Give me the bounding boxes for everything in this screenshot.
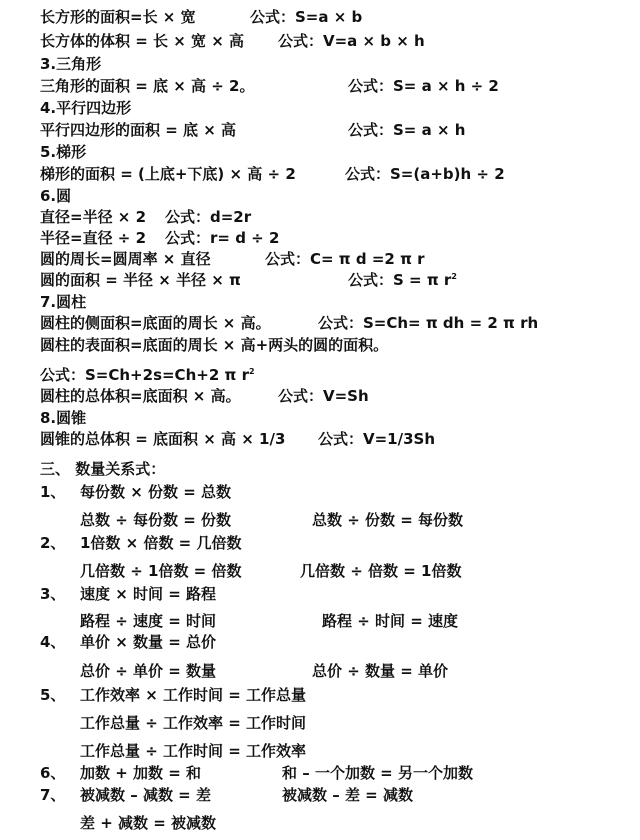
relation-6-main: 加数 + 加数 = 和 (80, 764, 202, 782)
parallelogram-formula: 公式：S= a × h (348, 121, 466, 139)
relation-5-number: 5、 (40, 686, 66, 704)
cylinder-volume-formula: 公式：V=Sh (278, 387, 369, 405)
relation-4-number: 4、 (40, 633, 66, 651)
cone-volume-formula: 公式：V=1/3Sh (318, 430, 436, 448)
circle-circumference-formula: 公式：C= π d =2 π r (265, 250, 425, 268)
relation-3-sub-left: 路程 ÷ 速度 = 时间 (80, 612, 217, 630)
cylinder-surface-formula-main: 公式：S=Ch+2s=Ch+2 π r (40, 366, 249, 384)
cone-heading: 8.圆锥 (40, 409, 87, 427)
relation-4-sub-right: 总价 ÷ 数量 = 单价 (312, 662, 449, 680)
cuboid-volume-text: 长方体的体积 = 长 × 宽 × 高 (40, 32, 245, 50)
cylinder-volume-text: 圆柱的总体积=底面积 × 高。 (40, 387, 241, 405)
relation-7-main: 被减数 – 减数 = 差 (80, 786, 211, 804)
circle-area-formula-main: 公式：S = π r (348, 271, 452, 289)
relation-5-sub-1: 工作总量 ÷ 工作效率 = 工作时间 (80, 714, 307, 732)
relation-7-sub: 差 + 减数 = 被减数 (80, 814, 217, 832)
relation-7-number: 7、 (40, 786, 66, 804)
cylinder-lateral-text: 圆柱的侧面积=底面的周长 × 高。 (40, 314, 271, 332)
relation-3-main: 速度 × 时间 = 路程 (80, 585, 217, 603)
cylinder-surface-superscript: 2 (248, 367, 255, 376)
relation-2-sub-right: 几倍数 ÷ 倍数 = 1倍数 (300, 562, 462, 580)
relation-2-number: 2、 (40, 534, 66, 552)
triangle-heading: 3.三角形 (40, 55, 102, 73)
relation-4-main: 单价 × 数量 = 总价 (80, 633, 217, 651)
relation-5-sub-2: 工作总量 ÷ 工作时间 = 工作效率 (80, 742, 307, 760)
circle-area-superscript: 2 (451, 272, 457, 281)
parallelogram-text: 平行四边形的面积 = 底 × 高 (40, 121, 237, 139)
relation-2-sub-left: 几倍数 ÷ 1倍数 = 倍数 (80, 562, 242, 580)
relation-1-sub-right: 总数 ÷ 份数 = 每份数 (312, 511, 464, 529)
circle-area-formula (348, 271, 457, 289)
trapezoid-text: 梯形的面积 = (上底+下底) × 高 ÷ 2 (40, 165, 296, 183)
cylinder-lateral-formula: 公式：S=Ch= π dh = 2 π rh (318, 314, 539, 332)
circle-area-text: 圆的面积 = 半径 × 半径 × π (40, 271, 241, 289)
relation-1-main: 每份数 × 份数 = 总数 (80, 483, 232, 501)
trapezoid-heading: 5.梯形 (40, 143, 87, 161)
circle-radius-formula: 公式：r= d ÷ 2 (165, 229, 280, 247)
cylinder-surface-formula (40, 366, 255, 384)
cuboid-volume-formula: 公式：V=a × b × h (278, 32, 425, 50)
relation-1-sub-left: 总数 ÷ 每份数 = 份数 (80, 511, 232, 529)
rect-area-text: 长方形的面积=长 × 宽 (40, 8, 196, 26)
relation-3-sub-right: 路程 ÷ 时间 = 速度 (322, 612, 459, 630)
triangle-text: 三角形的面积 = 底 × 高 ÷ 2。 (40, 77, 255, 95)
trapezoid-formula: 公式：S=(a+b)h ÷ 2 (345, 165, 505, 183)
relation-4-sub-left: 总价 ÷ 单价 = 数量 (80, 662, 217, 680)
relations-heading: 三、 数量关系式： (40, 460, 166, 478)
circle-radius-text: 半径=直径 ÷ 2 (40, 229, 147, 247)
relation-1-number: 1、 (40, 483, 66, 501)
triangle-formula: 公式：S= a × h ÷ 2 (348, 77, 499, 95)
rect-area-formula: 公式：S=a × b (250, 8, 363, 26)
cylinder-heading: 7.圆柱 (40, 293, 87, 311)
cone-volume-text: 圆锥的总体积 = 底面积 × 高 × 1/3 (40, 430, 286, 448)
relation-5-main: 工作效率 × 工作时间 = 工作总量 (80, 686, 307, 704)
cylinder-surface-text: 圆柱的表面积=底面的周长 × 高+两头的圆的面积。 (40, 336, 389, 354)
relation-2-main: 1倍数 × 倍数 = 几倍数 (80, 534, 242, 552)
relation-7-second: 被减数 – 差 = 减数 (282, 786, 413, 804)
circle-circumference-text: 圆的周长=圆周率 × 直径 (40, 250, 211, 268)
relation-3-number: 3、 (40, 585, 66, 603)
circle-diameter-formula: 公式：d=2r (165, 208, 252, 226)
parallelogram-heading: 4.平行四边形 (40, 99, 132, 117)
circle-diameter-text: 直径=半径 × 2 (40, 208, 147, 226)
relation-6-second: 和 – 一个加数 = 另一个加数 (282, 764, 473, 782)
relation-6-number: 6、 (40, 764, 66, 782)
circle-heading: 6.圆 (40, 187, 72, 205)
